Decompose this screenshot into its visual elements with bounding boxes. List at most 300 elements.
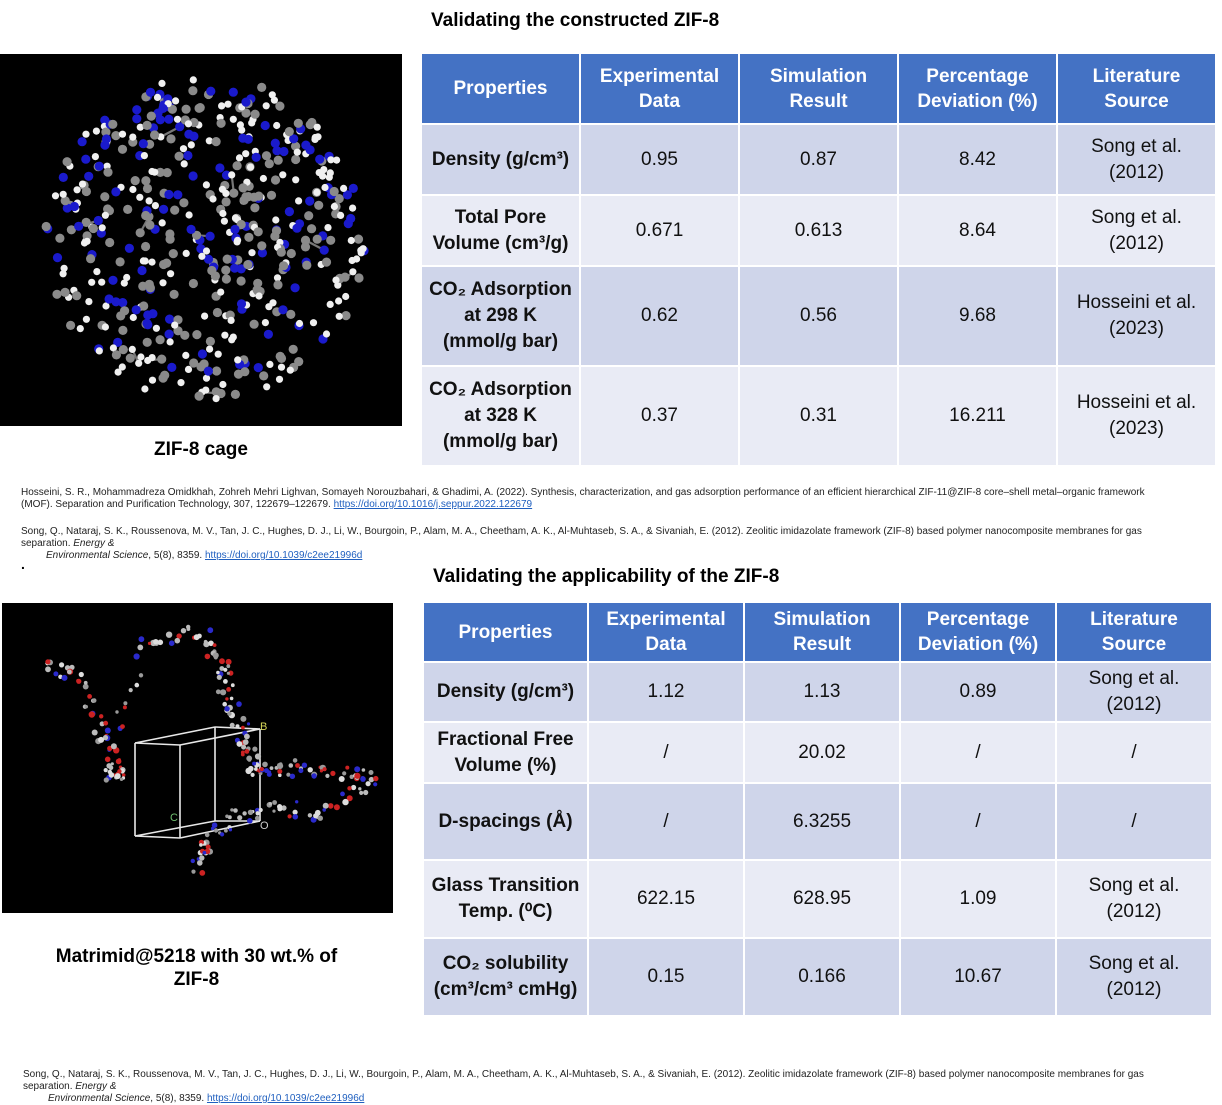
atom — [278, 364, 285, 371]
cell-deviation: 10.67 — [901, 939, 1055, 1015]
atom — [269, 299, 276, 306]
polymer-atom — [116, 759, 122, 765]
reference-link[interactable]: https://doi.org/10.1039/c2ee21996d — [204, 550, 363, 561]
atom — [230, 116, 237, 123]
atom — [78, 137, 87, 146]
reference-link[interactable]: https://doi.org/10.1039/c2ee21996d — [206, 1093, 365, 1104]
atom — [189, 279, 198, 288]
atom — [108, 276, 117, 285]
atom — [250, 320, 259, 329]
atom — [321, 184, 328, 191]
atom — [183, 250, 190, 257]
atom — [166, 134, 175, 143]
atom — [291, 155, 300, 164]
atom — [159, 219, 166, 226]
polymer-atom — [293, 814, 299, 820]
atom — [206, 87, 215, 96]
polymer-atom — [158, 640, 164, 646]
atom — [102, 323, 109, 330]
atom — [237, 299, 246, 308]
polymer-atom — [260, 767, 264, 771]
atom — [276, 376, 283, 383]
polymer-atom — [339, 776, 345, 782]
atom — [143, 121, 152, 130]
atom — [272, 146, 281, 155]
atom — [142, 257, 149, 264]
atom — [152, 202, 159, 209]
polymer-atom — [45, 666, 51, 672]
atom — [222, 274, 231, 283]
atom — [244, 192, 253, 201]
atom — [261, 121, 270, 130]
atom — [72, 291, 81, 300]
atom — [98, 279, 105, 286]
atom — [185, 366, 192, 373]
polymer-atom — [109, 766, 114, 771]
atom — [187, 225, 196, 234]
atom — [277, 354, 286, 363]
atom — [164, 115, 173, 124]
atom — [149, 354, 156, 361]
atom — [148, 309, 157, 318]
atom — [189, 358, 198, 367]
atom — [162, 259, 171, 268]
polymer-atom — [270, 766, 274, 770]
atom — [244, 233, 253, 242]
atom — [166, 235, 175, 244]
atom — [255, 292, 262, 299]
atom — [121, 280, 128, 287]
polymer-atom — [109, 772, 115, 778]
polymer-atom — [166, 632, 172, 638]
polymer-atom — [248, 810, 253, 815]
polymer-atom — [45, 659, 50, 664]
stray-period: . — [21, 556, 25, 572]
atom — [335, 297, 342, 304]
atom — [52, 290, 61, 299]
atom — [111, 131, 120, 140]
atom — [313, 189, 320, 196]
header-simulation: Simulation Result — [740, 54, 897, 123]
atom — [223, 255, 232, 264]
atom — [267, 191, 276, 200]
polymer-atom — [205, 833, 210, 838]
polymer-atom — [104, 777, 109, 782]
atom — [265, 159, 274, 168]
cell-edge — [180, 821, 260, 838]
atom — [137, 353, 144, 360]
atom — [241, 98, 250, 107]
atom — [136, 194, 143, 201]
atom — [353, 255, 360, 262]
atom — [174, 116, 181, 123]
atom — [215, 163, 224, 172]
atom — [198, 253, 205, 260]
atom — [185, 120, 192, 127]
atom — [93, 128, 100, 135]
atom — [260, 175, 267, 182]
polymer-atom — [111, 743, 117, 749]
polymer-atom — [241, 726, 245, 730]
atom — [273, 122, 280, 129]
reference-volume: , 5(8), 8359. — [148, 550, 203, 561]
atom — [132, 114, 141, 123]
atom — [55, 234, 64, 243]
cell-source: / — [1057, 723, 1211, 782]
polymer-atom — [236, 724, 240, 728]
atom — [96, 347, 103, 354]
polymer-atom — [254, 767, 258, 771]
atom — [85, 298, 92, 305]
atom — [149, 377, 156, 384]
atom — [150, 130, 159, 139]
atom — [222, 190, 229, 197]
atom — [222, 197, 231, 206]
atom — [224, 101, 231, 108]
polymer-atom — [247, 818, 253, 824]
polymer-atom — [252, 762, 256, 766]
polymer-atom — [226, 687, 231, 692]
atom — [66, 321, 75, 330]
atom — [201, 313, 208, 320]
polymer-atom — [98, 737, 104, 743]
reference-volume: , 5(8), 8359. — [150, 1093, 205, 1104]
cell-experimental: 0.62 — [581, 267, 738, 365]
atom — [314, 124, 321, 131]
atom — [287, 249, 296, 258]
polymer-atom — [373, 776, 378, 781]
polymer-atom — [236, 701, 242, 707]
header-deviation: Percentage Deviation (%) — [899, 54, 1056, 123]
atom — [92, 153, 99, 160]
atom — [180, 145, 187, 152]
polymer-atom — [134, 653, 140, 659]
polymer-atom — [199, 855, 204, 860]
polymer-atom — [269, 802, 272, 805]
cell-simulation: 20.02 — [745, 723, 899, 782]
polymer-atom — [323, 803, 329, 809]
table-row — [422, 125, 1215, 194]
atom — [346, 214, 355, 223]
atom — [170, 206, 179, 215]
atom — [141, 176, 150, 185]
atom — [349, 205, 356, 212]
polymer-atom — [255, 816, 260, 821]
atom — [239, 183, 248, 192]
atom — [115, 369, 122, 376]
atom — [116, 257, 125, 266]
atom — [95, 162, 104, 171]
polymer-atom — [272, 800, 277, 805]
atom — [320, 246, 329, 255]
atom — [286, 310, 295, 319]
atom — [274, 274, 281, 281]
cell-label-c: C — [170, 812, 178, 824]
polymer-atom — [240, 716, 246, 722]
atom — [102, 212, 109, 219]
header-deviation: Percentage Deviation (%) — [901, 603, 1055, 661]
atom — [221, 332, 228, 339]
polymer-atom — [358, 787, 361, 790]
atom — [254, 363, 263, 372]
atom — [221, 218, 228, 225]
polymer-atom — [226, 659, 232, 665]
atom — [141, 385, 148, 392]
atom — [118, 326, 127, 335]
atom — [188, 86, 197, 95]
atom — [88, 279, 95, 286]
cell-experimental: / — [589, 723, 743, 782]
polymer-atom — [169, 640, 175, 646]
polymer-atom — [205, 654, 211, 660]
polymer-atom — [175, 638, 181, 644]
atom — [247, 164, 254, 171]
polymer-atom — [85, 705, 88, 708]
polymer-atom — [366, 781, 371, 786]
atom — [42, 222, 51, 231]
atom — [211, 271, 220, 280]
atom — [348, 237, 355, 244]
atom — [342, 293, 349, 300]
atom — [340, 185, 347, 192]
polymer-atom — [123, 701, 127, 705]
atom — [313, 235, 322, 244]
atom — [314, 201, 323, 210]
atom — [81, 155, 90, 164]
cell-simulation: 1.13 — [745, 663, 899, 721]
atom — [209, 195, 216, 202]
polymer-atom — [213, 643, 217, 647]
atom — [167, 338, 174, 345]
atom — [272, 216, 279, 223]
polymer-atom — [313, 813, 318, 818]
atom — [143, 184, 152, 193]
polymer-atom — [92, 698, 97, 703]
cell-deviation: / — [901, 723, 1055, 782]
polymer-atom — [181, 628, 186, 633]
atom — [331, 203, 338, 210]
atom — [53, 253, 62, 262]
atom — [195, 392, 204, 401]
atom — [159, 279, 166, 286]
atom — [291, 283, 300, 292]
atom — [190, 76, 197, 83]
polymer-atom — [135, 683, 140, 688]
atom — [206, 346, 213, 353]
atom — [156, 115, 165, 124]
atom — [323, 330, 330, 337]
polymer-atom — [92, 730, 98, 736]
zif8-molecule-render — [0, 54, 402, 426]
polymer-atom — [242, 811, 246, 815]
polymer-atom — [199, 843, 203, 847]
polymer-atom — [362, 768, 366, 772]
atom — [137, 266, 146, 275]
polymer-atom — [199, 870, 205, 876]
atom — [94, 216, 103, 225]
cell-property: Fractional Free Volume (%) — [424, 723, 587, 782]
atom — [354, 235, 363, 244]
atom — [294, 119, 303, 128]
atom — [79, 181, 86, 188]
polymer-atom — [216, 671, 220, 675]
reference-link[interactable]: https://doi.org/10.1016/j.seppur.2022.122679 — [333, 499, 533, 510]
atom — [257, 83, 266, 92]
atom — [229, 88, 238, 97]
polymer-atom — [226, 664, 230, 668]
polymer-atom — [318, 816, 323, 821]
polymer-atom — [373, 782, 377, 786]
atom — [70, 202, 79, 211]
polymer-atom — [227, 672, 230, 675]
atom — [262, 319, 269, 326]
polymer-atom — [369, 770, 374, 775]
cell-label-o: O — [260, 820, 269, 832]
atom — [99, 224, 106, 231]
atom — [146, 88, 155, 97]
polymer-atom — [197, 634, 202, 639]
atom — [230, 225, 239, 234]
cell-source: Song et al. (2012) — [1057, 861, 1211, 937]
atom — [132, 105, 141, 114]
polymer-atom — [225, 815, 229, 819]
polymer-atom — [117, 769, 121, 773]
atom — [212, 137, 221, 146]
polymer-atom — [302, 763, 307, 768]
cell-deviation: 8.64 — [899, 196, 1056, 265]
polymer-atom — [212, 822, 218, 828]
polymer-atom — [340, 792, 345, 797]
polymer-atom — [224, 829, 228, 833]
matrimid-image — [2, 603, 393, 913]
atom — [84, 238, 91, 245]
polymer-atom — [230, 808, 233, 811]
atom — [147, 112, 156, 121]
reference-text: Song, Q., Nataraj, S. K., Roussenova, M. V., Tan, J. C., Hughes, D. J., Li, W., Bourgoin, P., Alam, M. A., Cheetham, A. K., Al-Muhtaseb, S. A., & Sivaniah, E. (2012). Zeolitic imidazolate framework (ZIF-8) based polymer nanocomposite membranes for gas separation. — [21, 526, 1142, 549]
atom — [74, 222, 83, 231]
atom — [182, 105, 191, 114]
atom — [141, 152, 148, 159]
atom — [61, 288, 70, 297]
polymer-atom — [325, 774, 329, 778]
polymer-atom — [227, 712, 231, 716]
polymer-atom — [351, 785, 356, 790]
atom — [111, 187, 120, 196]
polymer-atom — [186, 625, 190, 629]
atom — [302, 261, 311, 270]
polymer-atom — [347, 786, 351, 790]
header-properties: Properties — [424, 603, 587, 661]
atom — [89, 224, 98, 233]
polymer-atom — [245, 768, 251, 774]
atom — [254, 192, 263, 201]
atom — [327, 156, 334, 163]
atom — [198, 349, 207, 358]
atom — [93, 268, 100, 275]
atom — [206, 337, 215, 346]
zif8-cage-image — [0, 54, 402, 426]
polymer-atom — [79, 672, 84, 677]
cell-deviation: / — [901, 784, 1055, 859]
atom — [158, 80, 165, 87]
header-source: Literature Source — [1057, 603, 1211, 661]
atom — [203, 181, 210, 188]
atom — [228, 336, 235, 343]
atom — [233, 161, 242, 170]
atom — [251, 110, 260, 119]
atom — [74, 186, 81, 193]
reference-journal: Energy & — [73, 538, 115, 549]
header-experimental: Experimental Data — [581, 54, 738, 123]
atom — [126, 354, 135, 363]
atom — [105, 238, 114, 247]
atom — [63, 157, 72, 166]
table-row — [422, 267, 1215, 365]
atom — [186, 211, 193, 218]
polymer-atom — [229, 828, 232, 831]
atom — [112, 350, 121, 359]
atom — [242, 150, 249, 157]
atom — [271, 175, 280, 184]
atom — [322, 258, 331, 267]
atom — [118, 145, 127, 154]
polymer-atom — [334, 804, 340, 810]
polymer-atom — [328, 803, 334, 809]
polymer-atom — [225, 697, 228, 700]
cell-experimental: 1.12 — [589, 663, 743, 721]
polymer-atom — [289, 763, 294, 768]
atom — [212, 366, 221, 375]
cell-source: Song et al. (2012) — [1057, 663, 1211, 721]
atom — [213, 395, 220, 402]
cell-simulation: 0.56 — [740, 267, 897, 365]
polymer-atom — [62, 675, 68, 681]
polymer-atom — [342, 799, 348, 805]
polymer-atom — [277, 769, 282, 774]
polymer-atom — [237, 815, 242, 820]
atom — [167, 363, 176, 372]
atom — [52, 192, 59, 199]
atom — [294, 149, 301, 156]
table-row — [424, 861, 1211, 937]
atom — [169, 249, 178, 258]
atom — [327, 301, 334, 308]
polymer-atom — [244, 734, 250, 740]
cell-property: Density (g/cm³) — [424, 663, 587, 721]
polymer-atom — [241, 745, 246, 750]
atom — [141, 211, 150, 220]
atom — [100, 141, 109, 150]
atom — [289, 345, 298, 354]
polymer-atom — [220, 689, 226, 695]
atom — [188, 141, 195, 148]
atom — [253, 279, 262, 288]
atom — [217, 119, 226, 128]
zif8-cage-caption: ZIF-8 cage — [154, 439, 248, 460]
atom — [177, 379, 184, 386]
polymer-atom — [247, 722, 250, 725]
polymer-atom — [360, 776, 366, 782]
atom — [195, 104, 204, 113]
polymer-atom — [197, 860, 203, 866]
polymer-atom — [224, 706, 229, 711]
cell-simulation: 628.95 — [745, 861, 899, 937]
polymer-atom — [298, 768, 303, 773]
atom — [221, 266, 230, 275]
cell-simulation: 6.3255 — [745, 784, 899, 859]
table-row — [424, 723, 1211, 782]
atom — [252, 153, 261, 162]
